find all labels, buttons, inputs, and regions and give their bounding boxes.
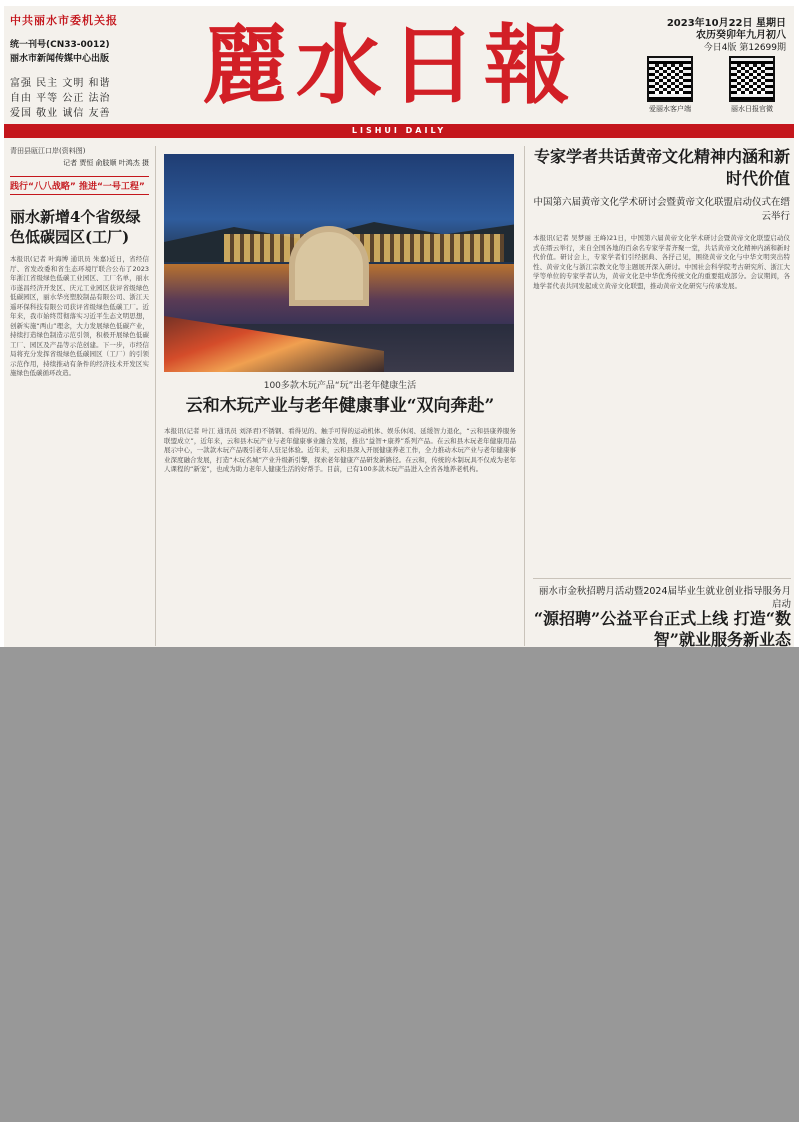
center-article <box>164 378 516 646</box>
right-article-subhead: 中国第六届黄帝文化学术研讨会暨黄帝文化联盟启动仪式在缙云举行 <box>533 197 790 222</box>
center-article-body: 本报讯(记者 叶江 通讯员 刘泽君)不锈钢、看得见的、触手可得的运动机体、娱乐休闲、延缓智力退化，“云和县康养服务联盟成立”，近年来，云和县木玩产业与老年健康事业融合发展，推出“益智+康养”系列产品。在云和县木玩老年健康用品展示中心，一款款木玩产品吸引老年人驻足体验。近年来，云和县深入开展健康养老工作，全力推动木玩产业与老年健康事业深度融合发展，打造“木玩名城”产业升级新引擎，探索老年健康产品研发新路径。在云和，传统的木制玩具不仅成为老年人课程的“新宠”，也成为助力老年人健康生活的好帮手。目前，已有100多款木玩产品进入全省各地养老机构。 <box>164 427 516 473</box>
photo-credit: 记者 贾恒 俞肢顺 叶鸿杰 摄 <box>63 159 149 167</box>
center-article-columns <box>164 427 516 475</box>
lead-photo <box>164 154 514 372</box>
photo-caption: 青田县瓯江口岸(资料图) <box>10 147 86 155</box>
left-article-body: 本报讯(记者 叶海博 通讯员 朱嘉)近日，省经信厅、省发改委和省生态环境厅联合公布了2023年浙江省级绿色低碳工业园区、工厂名单，丽水市遂昌经济开发区、庆元工业园区获评省级绿色低碳园区，丽水华亮塑胶制品有限公司、浙江天遥环保科技有限公司获评省级绿色低碳工厂。近年来，我市始终贯彻落实习近平生态文明思想，创新实施“两山”理念，大力发展绿色低碳产业，持续打造绿色制造示范引领，积极开展绿色低碳工厂、园区及产品等示范创建。下一步，市经信局将充分发挥省级绿色低碳园区（工厂）的引领示范作用，持续推动有条件的经济技术开发区实施绿色低碳循环改造。 <box>10 255 149 377</box>
photo-archway <box>289 226 369 306</box>
blank-gray-area <box>0 647 799 1122</box>
left-column <box>4 146 156 646</box>
core-values-line: 富强 民主 文明 和谐 <box>10 78 111 89</box>
bottom-article-kicker: 丽水市金秋招聘月活动暨2024届毕业生就业创业指导服务月启动 <box>533 578 791 611</box>
qr-code-app[interactable] <box>636 56 704 114</box>
issue-date: 2023年10月22日 星期日 <box>666 18 786 29</box>
newspaper-page <box>4 6 794 647</box>
core-values-line: 自由 平等 公正 法治 <box>10 93 111 104</box>
qr-caption: 爱丽水客户端 <box>649 105 691 113</box>
lunar-date: 农历癸卯年九月初八 <box>696 30 786 41</box>
qr-code-icon <box>729 56 775 102</box>
qr-code-wechat[interactable] <box>718 56 786 114</box>
center-article-headline[interactable]: 云和木玩产业与老年健康事业“双向奔赴” <box>185 396 495 416</box>
center-article-kicker: 100多款木玩产品“玩”出老年健康生活 <box>263 381 417 391</box>
left-article-headline[interactable]: 丽水新增4个省级绿色低碳园区(工厂) <box>10 208 141 246</box>
right-column <box>524 146 790 646</box>
publisher-label: 丽水市新闻传媒中心出版 <box>10 54 110 64</box>
bottom-article-headline[interactable]: “源招聘”公益平台正式上线 打造“数智”就业服务新业态 <box>533 609 791 647</box>
masthead <box>4 6 794 124</box>
issn-label: 统一刊号(CN33-0012) <box>10 40 110 50</box>
qr-code-icon <box>647 56 693 102</box>
slogan-banner: 践行“八八战略” 推进“一号工程” <box>10 176 149 195</box>
right-article-body: 本报讯(记者 吴梦丽 王峰)21日，中国第六届黄帝文化学术研讨会暨黄帝文化联盟启动仪式在缙云举行，来自全国各地的百余名专家学者齐聚一堂，共话黄帝文化精神内涵和新时代价值。研讨会上，专家学者们引经据典、各抒己见，围绕黄帝文化与中华文明突出特性、黄帝文化与浙江宗教文化等主题展开深入研讨。中国社会科学院考古研究所、浙江大学等单位的专家学者认为，黄帝文化是中华优秀传统文化的重要组成部分。会议期间，各地学者代表共同发起成立黄帝文化联盟，推动黄帝文化研究与传承发展。 <box>533 234 790 290</box>
masthead-left <box>10 14 160 121</box>
qr-caption: 丽水日报官微 <box>731 105 773 113</box>
core-values-line: 爱国 敬业 诚信 友善 <box>10 108 111 119</box>
right-article-headline[interactable]: 专家学者共话黄帝文化精神内涵和新时代价值 <box>533 147 790 188</box>
issue-info: 今日4版 第12699期 <box>703 43 786 53</box>
party-label: 中共丽水市委机关报 <box>10 14 118 27</box>
masthead-red-bar: LISHUI DAILY <box>4 124 794 138</box>
core-values <box>10 76 160 121</box>
qr-code-row <box>636 56 786 114</box>
newspaper-title: 麗水日報 <box>202 15 578 116</box>
right-article-columns <box>533 234 790 291</box>
masthead-right <box>596 18 786 54</box>
